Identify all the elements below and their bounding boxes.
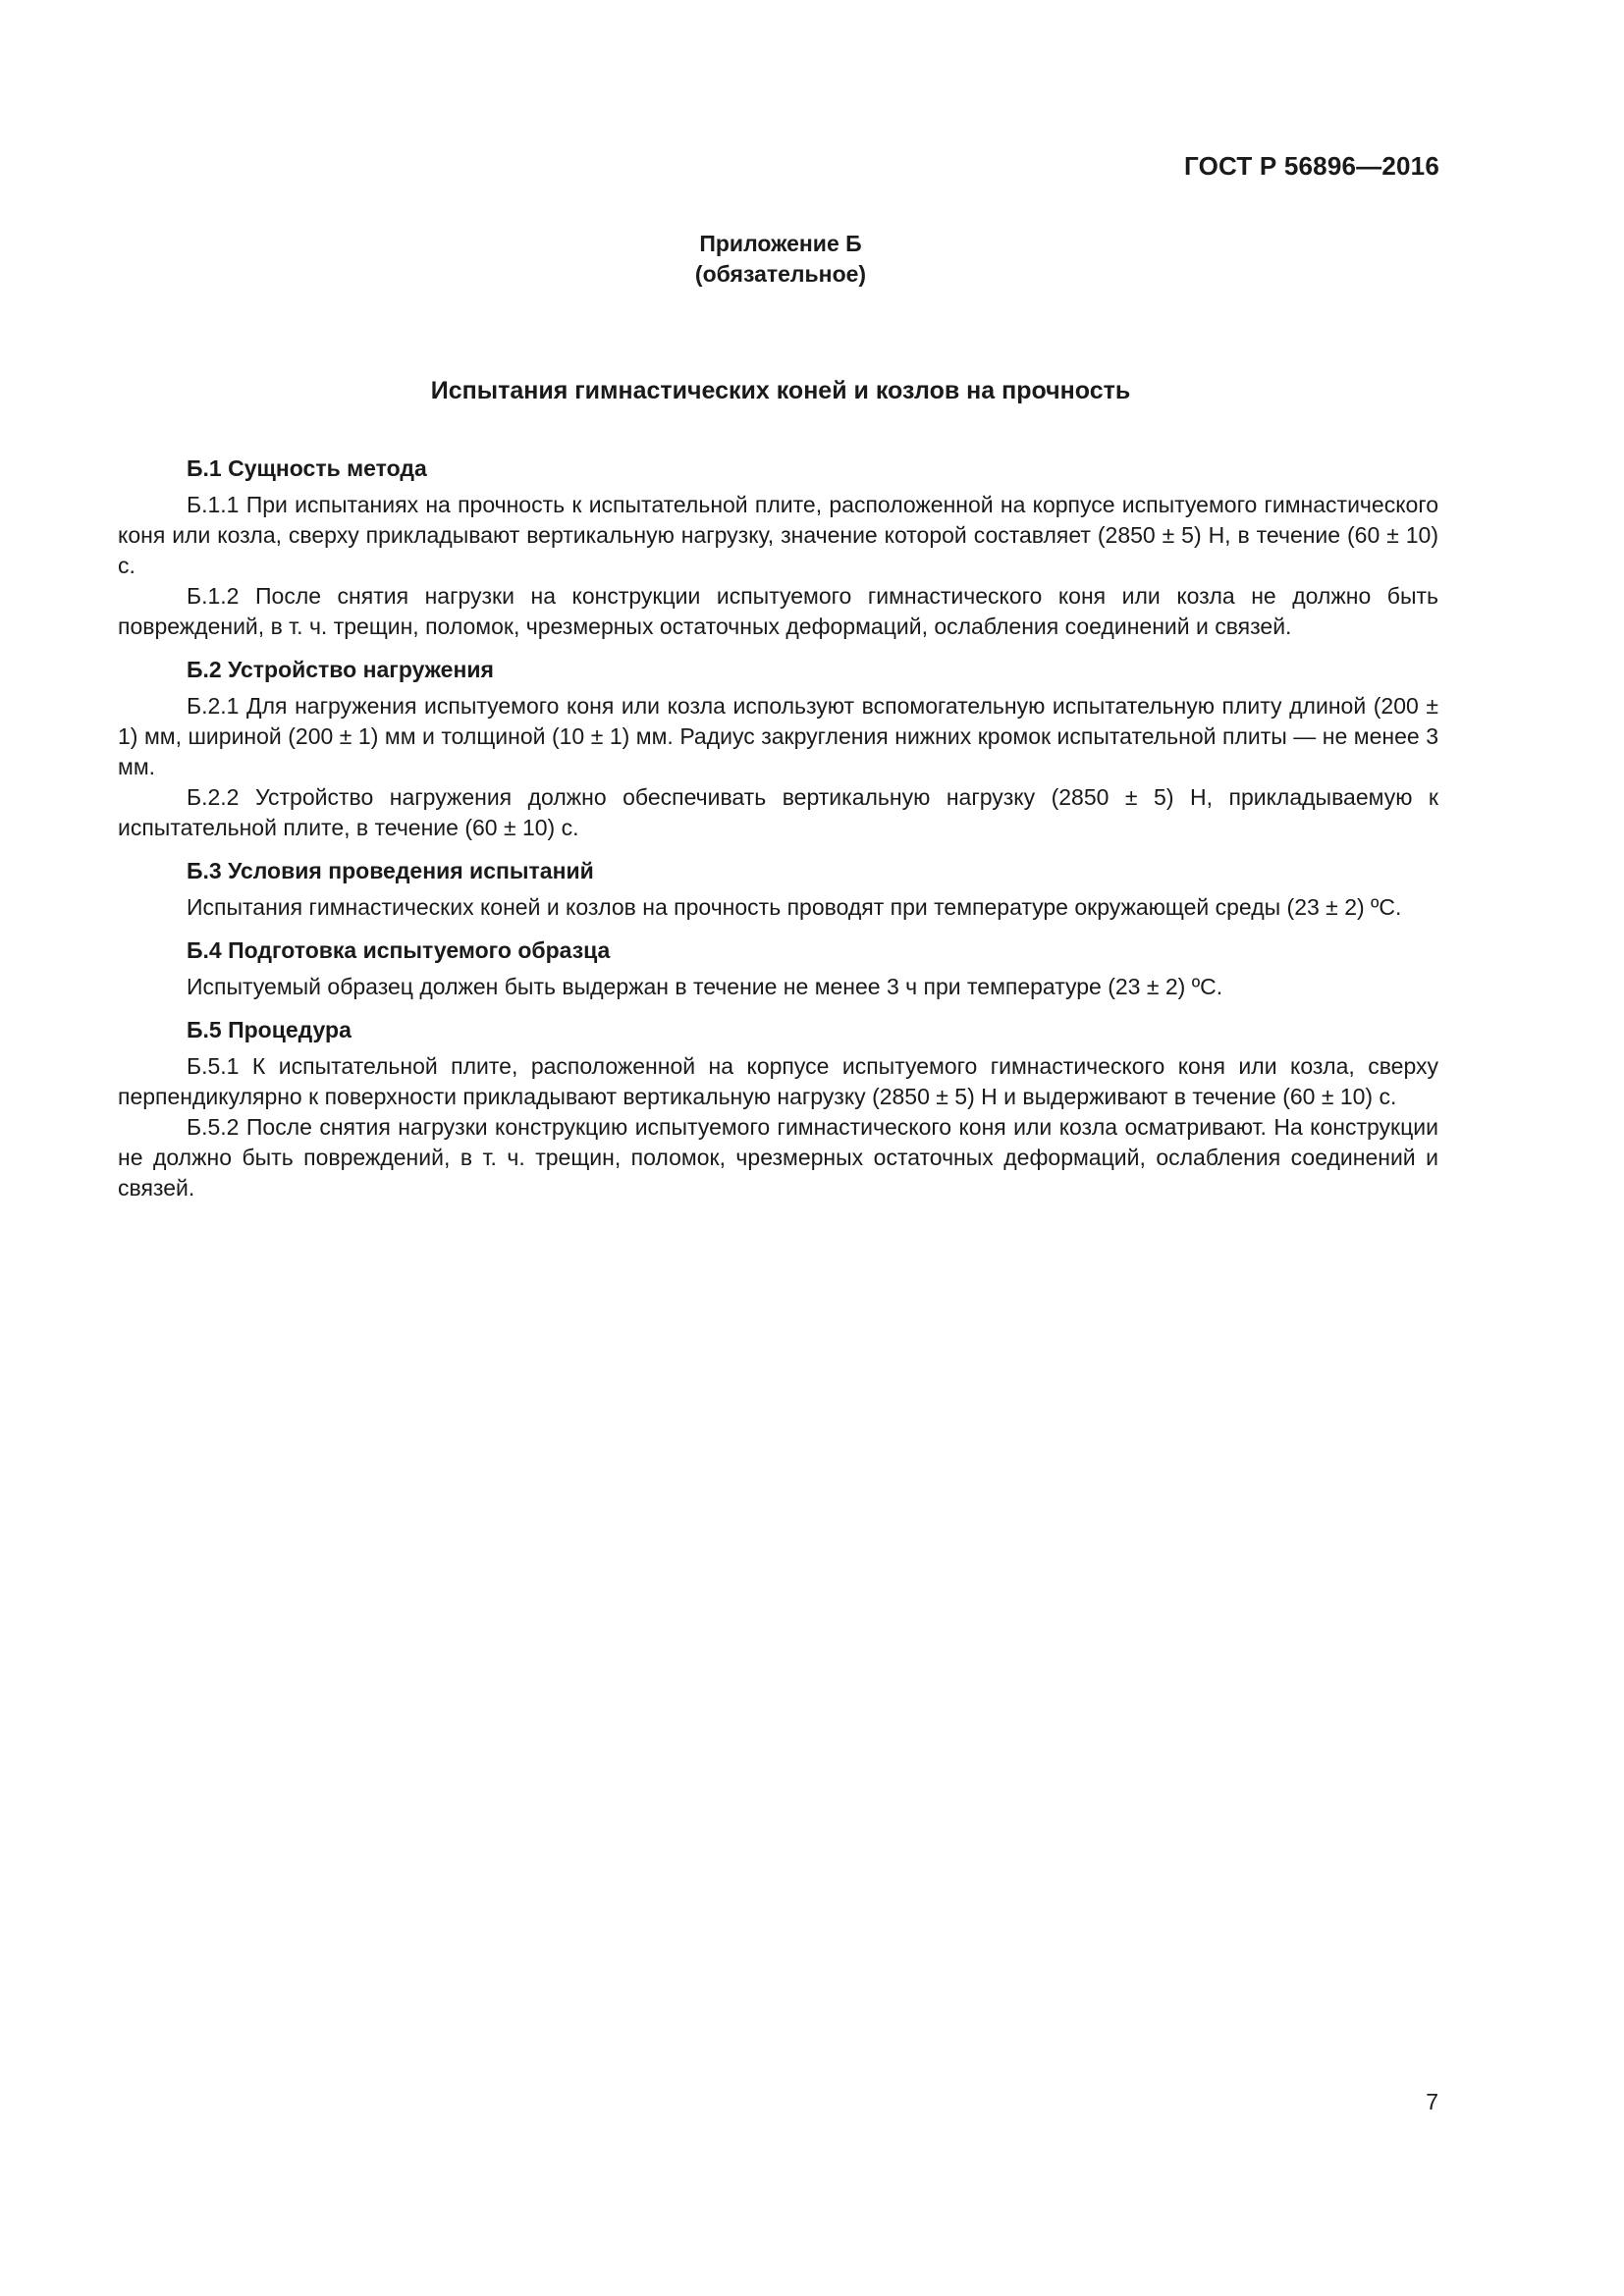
paragraph: Б.5.2 После снятия нагрузки конструкцию испытуемого гимнастического коня или козла осматривают. На конструкции не должно быть повреждений, в т. ч. трещин, поломок, чрезмерных остаточных деформаций, ослабления соединений и связей. bbox=[118, 1114, 1438, 1201]
section-heading: Б.1 Сущность метода bbox=[187, 455, 427, 481]
paragraph: Б.1.2 После снятия нагрузки на конструкции испытуемого гимнастического коня или козла не должно быть повреждений, в т. ч. трещин, поломок, чрезмерных остаточных деформаций, ослабления соединений и связей. bbox=[118, 583, 1438, 639]
section-b3 bbox=[118, 856, 1438, 923]
paragraph: Б.5.1 К испытательной плите, расположенной на корпусе испытуемого гимнастического коня или козла, сверху перпендикулярно к поверхности прикладывают вертикальную нагрузку (2850 ± 5) Н и выдерживают в течение (60 ± 10) с. bbox=[118, 1053, 1438, 1109]
section-b2 bbox=[118, 655, 1438, 843]
paragraph: Б.2.2 Устройство нагружения должно обеспечивать вертикальную нагрузку (2850 ± 5) Н, прикладываемую к испытательной плите, в течение (60 ± 10) с. bbox=[118, 784, 1438, 840]
section-heading: Б.5 Процедура bbox=[187, 1017, 352, 1042]
section-heading: Б.4 Подготовка испытуемого образца bbox=[187, 937, 611, 963]
paragraph: Б.1.1 При испытаниях на прочность к испытательной плите, расположенной на корпусе испытуемого гимнастического коня или козла, сверху прикладывают вертикальную нагрузку, значение которой составляет (2850 ± 5) Н, в течение (60 ± 10) с. bbox=[118, 492, 1438, 578]
document-code: ГОСТ Р 56896—2016 bbox=[1184, 151, 1439, 181]
main-title: Испытания гимнастических коней и козлов на прочность bbox=[430, 377, 1131, 404]
document-body bbox=[118, 454, 1438, 1216]
section-b5 bbox=[118, 1015, 1438, 1203]
paragraph: Испытуемый образец должен быть выдержан в течение не менее 3 ч при температуре (23 ± 2) ºС. bbox=[187, 974, 1223, 999]
appendix-heading bbox=[0, 229, 1561, 290]
section-heading: Б.2 Устройство нагружения bbox=[187, 657, 494, 682]
section-heading: Б.3 Условия проведения испытаний bbox=[187, 858, 594, 883]
section-b4 bbox=[118, 935, 1438, 1002]
paragraph: Испытания гимнастических коней и козлов на прочность проводят при температуре окружающей среды (23 ± 2) ºС. bbox=[187, 894, 1402, 920]
appendix-status: (обязательное) bbox=[694, 261, 867, 287]
paragraph: Б.2.1 Для нагружения испытуемого коня или козла используют вспомогательную испытательную плиту длиной (200 ± 1) мм, шириной (200 ± 1) мм и толщиной (10 ± 1) мм. Радиус закругления нижних кромок испытательной плиты — не менее 3 мм. bbox=[118, 693, 1438, 779]
section-b1 bbox=[118, 454, 1438, 642]
appendix-title: Приложение Б bbox=[699, 231, 862, 256]
page-number: 7 bbox=[1426, 2089, 1438, 2114]
